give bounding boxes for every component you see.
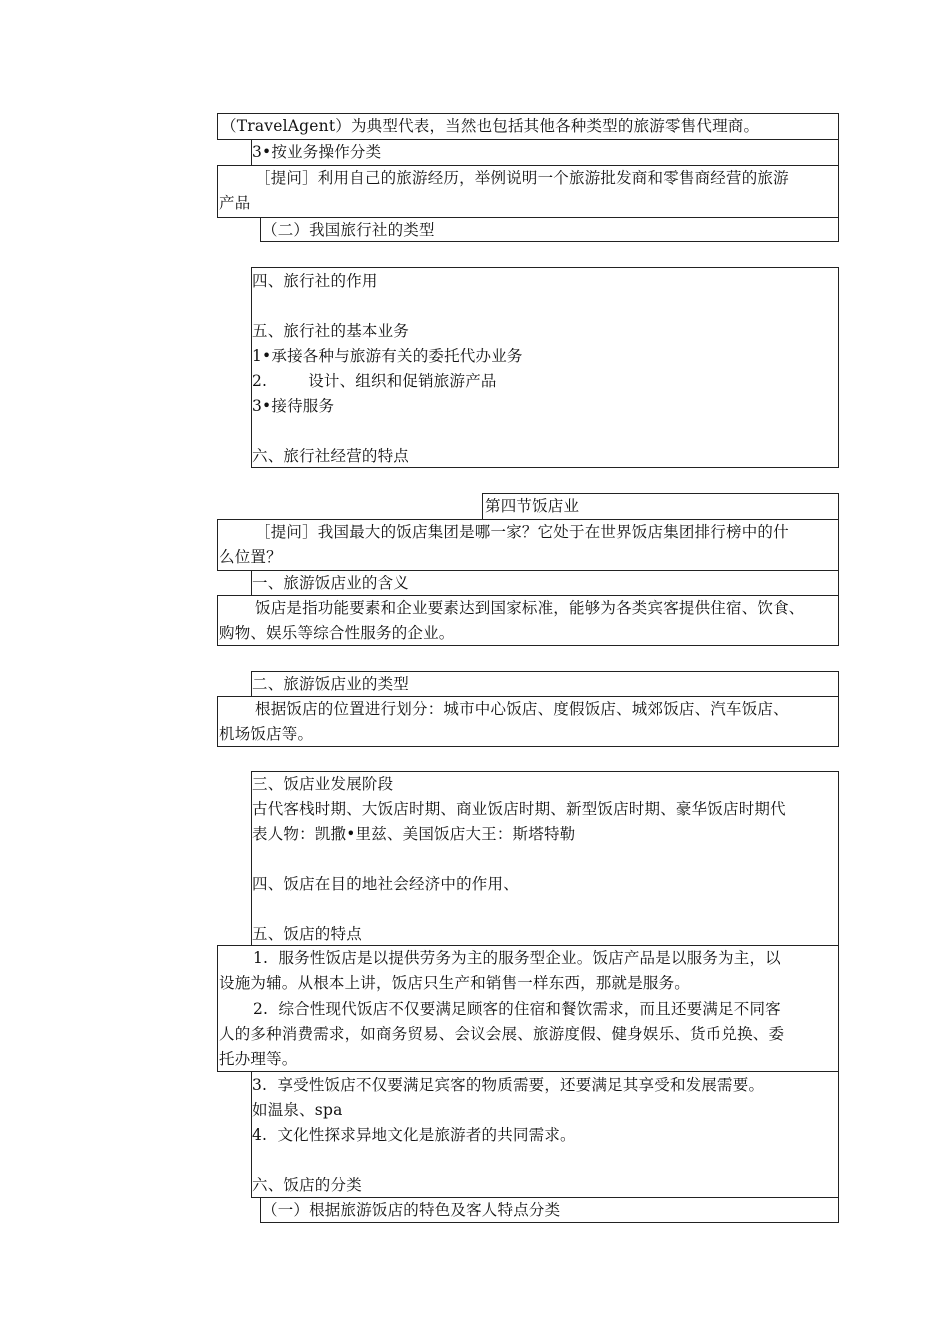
question-prompt: ［提问］利用自己的旅游经历，举例说明一个旅游批发商和零售商经营的旅游: [255, 169, 789, 187]
list-item: 2. 设计、组织和促销旅游产品: [252, 372, 497, 390]
text-line: 表人物：凯撒•里兹、美国饭店大王：斯塔特勒: [252, 825, 576, 843]
list-item: 2. 综合性现代饭店不仅要满足顾客的住宿和餐饮需求，而且还要满足不同客: [253, 1000, 781, 1018]
text-line: 根据饭店的位置进行划分：城市中心饭店、度假饭店、城郊饭店、汽车饭店、: [255, 700, 789, 718]
question-prompt: ［提问］我国最大的饭店集团是哪一家？它处于在世界饭店集团排行榜中的什: [255, 523, 789, 541]
heading-hotel-types: 二、旅游饭店业的类型: [252, 675, 410, 693]
list-item: 1•承接各种与旅游有关的委托代办业务: [252, 347, 523, 365]
heading-agency-features: 六、旅行社经营的特点: [252, 447, 410, 465]
heading-china-agency-types: （二）我国旅行社的类型: [262, 221, 435, 239]
heading-hotel-meaning: 一、旅游饭店业的含义: [252, 574, 410, 592]
text-line: 购物、娱乐等综合性服务的企业。: [219, 624, 455, 642]
heading-agency-business: 五、旅行社的基本业务: [252, 322, 410, 340]
heading-hotel-classification: 六、饭店的分类: [252, 1176, 362, 1194]
section-title: 第四节饭店业: [485, 497, 580, 515]
heading-hotel-role: 四、饭店在目的地社会经济中的作用、: [252, 875, 519, 893]
text-line: 饭店是指功能要素和企业要素达到国家标准，能够为各类宾客提供住宿、饮食、: [255, 599, 805, 617]
text-line: 么位置？: [219, 548, 282, 566]
heading-hotel-features: 五、饭店的特点: [252, 925, 362, 943]
text-line: 设施为辅。从根本上讲，饭店只生产和销售一样东西，那就是服务。: [219, 974, 691, 992]
text-line: 如温泉、spa: [252, 1101, 343, 1119]
heading-agency-role: 四、旅行社的作用: [252, 272, 378, 290]
text-line: 古代客栈时期、大饭店时期、商业饭店时期、新型饭店时期、豪华饭店时期代: [252, 800, 786, 818]
heading-classification-by-feature: （一）根据旅游饭店的特色及客人特点分类: [262, 1201, 561, 1219]
text-line: 人的多种消费需求，如商务贸易、会议会展、旅游度假、健身娱乐、货币兑换、委: [219, 1025, 785, 1043]
text-line: 产品: [219, 194, 251, 212]
text-line: （TravelAgent）为典型代表，当然也包括其他各种类型的旅游零售代理商。: [221, 117, 760, 135]
text-line: 托办理等。: [219, 1050, 298, 1068]
list-item: 3. 享受性饭店不仅要满足宾客的物质需要，还要满足其享受和发展需要。: [252, 1076, 765, 1094]
heading-hotel-stages: 三、饭店业发展阶段: [252, 775, 394, 793]
list-item: 1. 服务性饭店是以提供劳务为主的服务型企业。饭店产品是以服务为主，以: [253, 949, 781, 967]
text-line: 机场饭店等。: [219, 725, 314, 743]
list-item: 4. 文化性探求异地文化是旅游者的共同需求。: [252, 1126, 576, 1144]
heading-business-classification: 3•按业务操作分类: [252, 143, 382, 161]
list-item: 3•接待服务: [252, 397, 335, 415]
